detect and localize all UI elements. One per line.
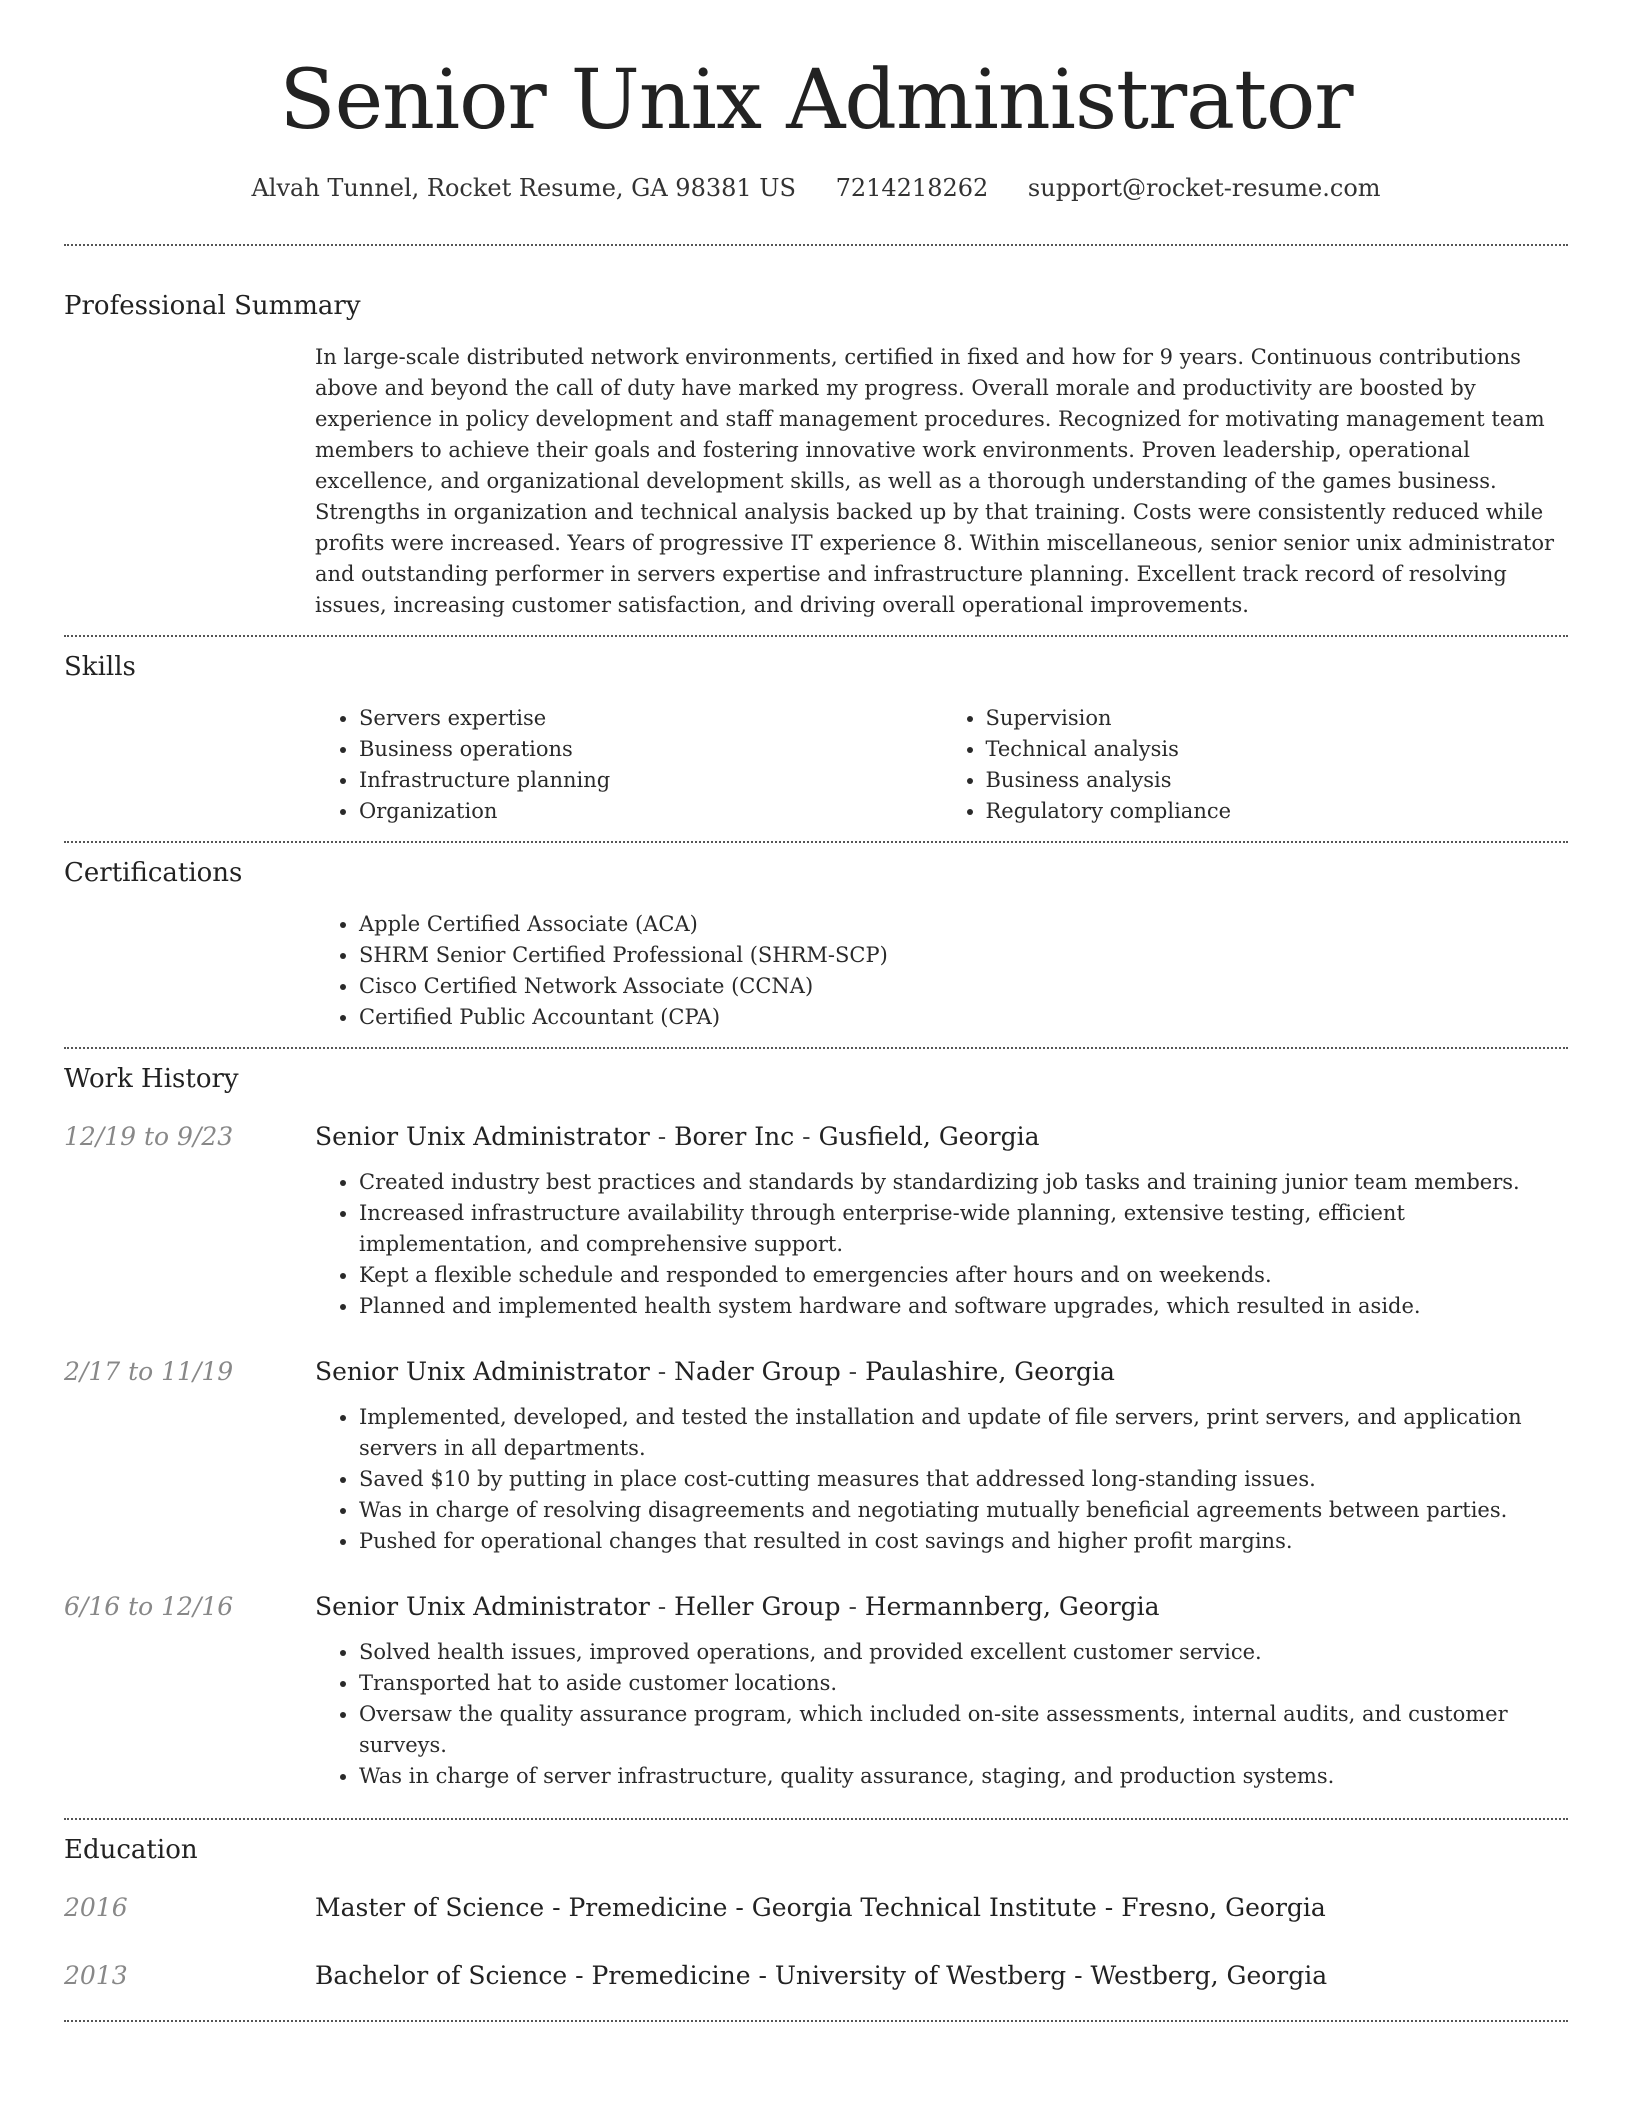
skill-item: • Organization xyxy=(359,796,942,827)
education-location: Fresno, Georgia xyxy=(1121,1893,1326,1922)
certification-item: • SHRM Senior Certified Professional (SHRM-SCP) xyxy=(359,940,1568,971)
work-history-section xyxy=(64,1049,1568,1818)
job-company: Nader Group xyxy=(674,1357,841,1386)
skill-item: • Business operations xyxy=(359,734,942,765)
job-bullets xyxy=(315,1402,1568,1557)
education-degree: Bachelor of Science xyxy=(315,1961,568,1990)
education-details: Master of Science - Premedicine - Georgia Technical Institute - Fresno, Georgia xyxy=(315,1893,1326,1922)
job-location: Gusfield, Georgia xyxy=(818,1122,1040,1151)
resume-title: Senior Unix Administrator xyxy=(279,53,1353,148)
education-entry xyxy=(64,1890,1568,1926)
skill-item: • Business analysis xyxy=(986,765,1569,796)
skill-item: • Supervision xyxy=(986,703,1569,734)
job-heading: Senior Unix Administrator - Heller Group - Hermannberg, Georgia xyxy=(315,1592,1160,1621)
job-bullet: • Transported hat to aside customer locations. xyxy=(359,1668,1568,1699)
job-bullet: • Kept a flexible schedule and responded to emergencies after hours and on weekends. xyxy=(359,1260,1568,1291)
certification-item: • Apple Certified Associate (ACA) xyxy=(359,909,1568,940)
job-company: Borer Inc xyxy=(674,1122,795,1151)
job-bullet: • Implemented, developed, and tested the installation and update of file servers, print servers, and application servers in all departments. xyxy=(359,1402,1568,1464)
skill-item: • Technical analysis xyxy=(986,734,1569,765)
certifications-heading: Certifications xyxy=(64,858,243,888)
job-bullet: • Saved $10 by putting in place cost-cutting measures that addressed long-standing issues. xyxy=(359,1464,1568,1495)
certification-item: • Cisco Certified Network Associate (CCNA) xyxy=(359,971,1568,1002)
job-company: Heller Group xyxy=(674,1592,841,1621)
job-location: Hermannberg, Georgia xyxy=(864,1592,1160,1621)
job-bullet: • Solved health issues, improved operations, and provided excellent customer service. xyxy=(359,1637,1568,1668)
certifications-list xyxy=(315,909,1568,1033)
divider xyxy=(64,2020,1568,2022)
contact-phone: 7214218262 xyxy=(835,174,989,202)
job-entry xyxy=(64,1589,1568,1792)
skills-list-right xyxy=(942,703,1569,827)
job-role: Senior Unix Administrator xyxy=(315,1122,650,1151)
work-history-heading: Work History xyxy=(64,1064,239,1094)
job-body xyxy=(315,1354,1568,1557)
job-bullet: • Planned and implemented health system hardware and software upgrades, which resulted in aside. xyxy=(359,1291,1568,1322)
education-field: Premedicine xyxy=(591,1961,751,1990)
education-details: Bachelor of Science - Premedicine - University of Westberg - Westberg, Georgia xyxy=(315,1961,1328,1990)
education-degree: Master of Science xyxy=(315,1893,545,1922)
education-year: 2013 xyxy=(64,1961,128,1990)
job-entry xyxy=(64,1354,1568,1557)
education-school: Georgia Technical Institute xyxy=(751,1893,1097,1922)
job-role: Senior Unix Administrator xyxy=(315,1357,650,1386)
skills-columns xyxy=(315,703,1568,827)
summary-text: In large-scale distributed network environments, certified in fixed and how for 9 years. Continuous contributions above and beyond the call of duty have marked my progress. Overall morale and productivity are boosted by experience in policy development and staff management procedures. Recognized for motivating management team members to achieve their goals and fostering innovative work environments. Proven leadership, operational excellence, and organizational development skills, as well as a thorough understanding of the games business. Strengths in organization and technical analysis backed up by that training. Costs were consistently reduced while profits were increased. Years of progressive IT experience 8. Within miscellaneous, senior senior unix administrator and outstanding performer in servers expertise and infrastructure planning. Excellent track record of resolving issues, increasing customer satisfaction, and driving overall operational improvements. xyxy=(315,345,1555,617)
skills-list-left xyxy=(315,703,942,827)
skill-item: • Servers expertise xyxy=(359,703,942,734)
summary-heading: Professional Summary xyxy=(64,291,361,321)
education-school: University of Westberg xyxy=(774,1961,1067,1990)
skill-item: • Regulatory compliance xyxy=(986,796,1569,827)
summary-section xyxy=(64,246,1568,635)
job-bullets xyxy=(315,1637,1568,1792)
job-dates: 2/17 to 11/19 xyxy=(64,1357,234,1386)
job-bullet: • Was in charge of resolving disagreements and negotiating mutually beneficial agreements between parties. xyxy=(359,1495,1568,1526)
education-section xyxy=(64,1820,1568,2020)
job-body xyxy=(315,1589,1568,1792)
job-heading: Senior Unix Administrator - Borer Inc - Gusfield, Georgia xyxy=(315,1122,1040,1151)
contact-address: Alvah Tunnel, Rocket Resume, GA 98381 US xyxy=(251,174,796,202)
job-dates: 12/19 to 9/23 xyxy=(64,1122,234,1151)
job-dates: 6/16 to 12/16 xyxy=(64,1592,234,1621)
skills-heading: Skills xyxy=(64,652,136,682)
job-bullet: • Was in charge of server infrastructure, quality assurance, staging, and production systems. xyxy=(359,1761,1568,1792)
job-bullet: • Created industry best practices and standards by standardizing job tasks and training junior team members. xyxy=(359,1167,1568,1198)
education-field: Premedicine xyxy=(568,1893,728,1922)
education-heading: Education xyxy=(64,1835,198,1865)
job-bullet: • Pushed for operational changes that resulted in cost savings and higher profit margins. xyxy=(359,1526,1568,1557)
job-location: Paulashire, Georgia xyxy=(865,1357,1115,1386)
certifications-content xyxy=(315,909,1568,1033)
skills-section xyxy=(64,637,1568,841)
contact-email: support@rocket-resume.com xyxy=(1027,174,1381,202)
contact-line xyxy=(64,170,1568,206)
certification-item: • Certified Public Accountant (CPA) xyxy=(359,1002,1568,1033)
education-location: Westberg, Georgia xyxy=(1090,1961,1328,1990)
certifications-section xyxy=(64,843,1568,1047)
job-role: Senior Unix Administrator xyxy=(315,1592,650,1621)
education-year: 2016 xyxy=(64,1893,128,1922)
skill-item: • Infrastructure planning xyxy=(359,765,942,796)
job-entry xyxy=(64,1119,1568,1322)
job-bullet: • Increased infrastructure availability through enterprise-wide planning, extensive testing, efficient implementation, and comprehensive support. xyxy=(359,1198,1568,1260)
job-bullet: • Oversaw the quality assurance program, which included on-site assessments, internal audits, and customer surveys. xyxy=(359,1699,1568,1761)
job-body xyxy=(315,1119,1568,1322)
education-entry xyxy=(64,1958,1568,1994)
job-heading: Senior Unix Administrator - Nader Group - Paulashire, Georgia xyxy=(315,1357,1115,1386)
job-bullets xyxy=(315,1167,1568,1322)
